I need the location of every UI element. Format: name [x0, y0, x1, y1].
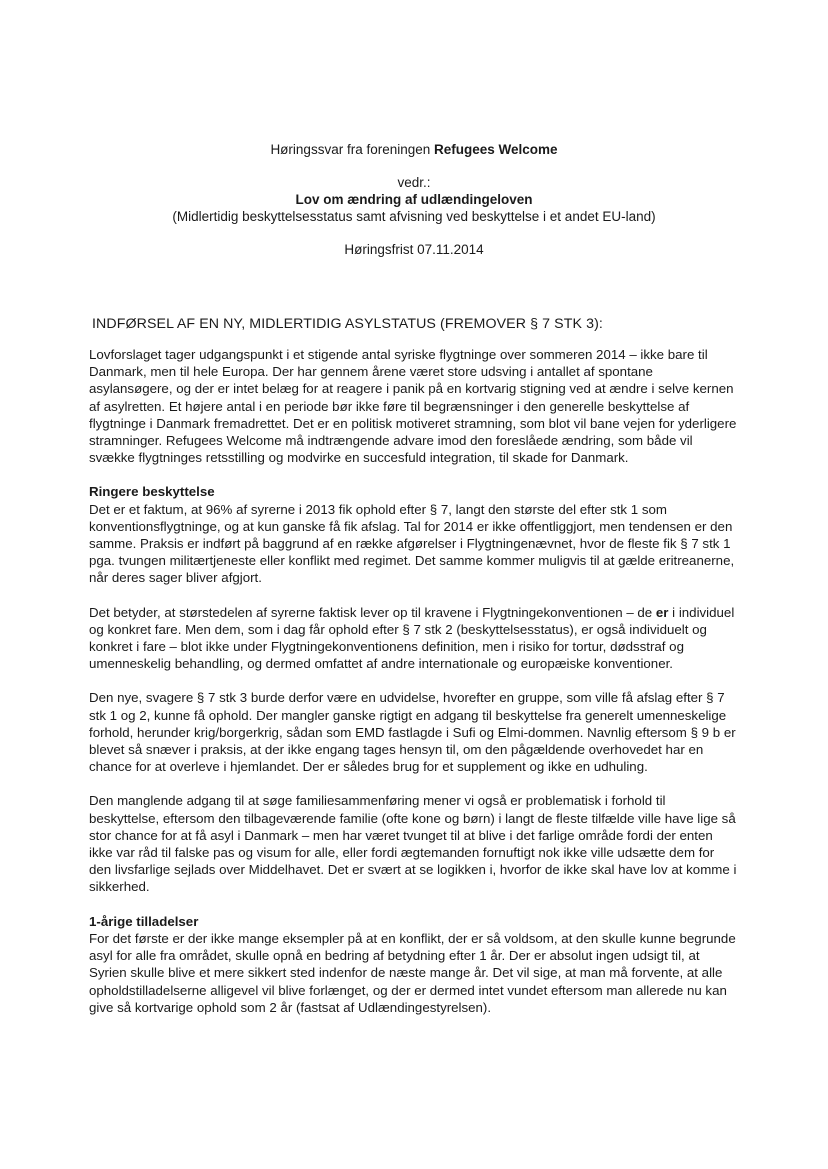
law-subtitle: (Midlertidig beskyttelsesstatus samt afvisning ved beskyttelse i et andet EU-land)	[172, 209, 656, 224]
section-heading: INDFØRSEL AF EN NY, MIDLERTIDIG ASYLSTATUS (FREMOVER § 7 STK 3):	[92, 316, 603, 332]
law-title: Lov om ændring af udlændingeloven	[295, 192, 533, 207]
hearing-deadline: Høringsfrist 07.11.2014	[344, 242, 484, 257]
organization-name: Refugees Welcome	[434, 142, 558, 157]
aarige-section	[89, 913, 739, 1016]
intro-paragraph: Lovforslaget tager udgangspunkt i et stigende antal syriske flygtninge over sommeren 2014 – ikke bare til Danmark, men til hele Europa. Der har gennem årene været store udsving i antallet af spontane asylansøgere, og der er intet belæg for at reagere i panik på en kortvarig stigning ved at ændre i selve kernen af asylretten. Et højere antal i en periode bør ikke føre til begrænsninger i den generelle beskyttelse af flygtninge i Danmark fremadrettet. Det er en politisk motiveret stramning, som blot vil bane vejen for yderligere stramninger. Refugees Welcome må indtrængende advare imod den foreslåede ændring, som både vil svække flygtninges retsstilling og modvirke en succesfuld integration, til skade for Danmark.	[89, 347, 737, 466]
ringere-section	[89, 483, 739, 586]
aarige-heading: 1-årige tilladelser	[89, 913, 199, 929]
document-header	[0, 141, 828, 258]
document-body	[89, 346, 739, 1033]
header-prefix: Høringssvar fra foreningen	[270, 142, 435, 157]
ringere-paragraph: Det er et faktum, at 96% af syrerne i 2013 fik ophold efter § 7, langt den største del efter stk 1 som konventionsflygtninge, og at kun ganske få fik afslag. Tal for 2014 er ikke offentliggjort, men tendensen er den samme. Praksis er indført på baggrund af en række afgørelser i Flygtningenævnet, hvor de fleste fik § 7 stk 1 pga. tvungen militærtjeneste eller konflikt med regimet. Det samme kommer muligvis til at gælde eritreanerne, når deres sager bliver afgjort.	[89, 501, 735, 586]
vedr-label: vedr.:	[397, 175, 431, 190]
paragraph-3: Det betyder, at størstedelen af syrerne faktisk lever op til kravene i Flygtningekonventionen – de er i individuel og konkret fare. Men dem, som i dag får ophold efter § 7 stk 2 (beskyttelsesstatus), er også individuelt og konkret i fare – blot ikke under Flygtningekonventionens definition, men i risiko for tortur, dødsstraf og umenneskelig behandling, og dermed omfattet af andre internationale og europæiske konventioner.	[89, 604, 735, 672]
header-line	[0, 141, 828, 158]
paragraph-5: Den manglende adgang til at søge familiesammenføring mener vi også er problematisk i forhold til beskyttelse, eftersom den tilbageværende familie (ofte kone og børn) i langt de fleste tilfælde ville have lige så stor chance for at få asyl i Danmark – men har været tvunget til at blive i det farlige område fordi der enten ikke var råd til falske pas og visum for alle, eller fordi ægtemanden fornuftigt nok ikke ville udsætte dem for den livsfarlige sejlads over Middelhavet. Det er svært at se logikken i, hvorfor de ikke skal have lov at komme i sikkerhed.	[89, 793, 737, 895]
aarige-paragraph: For det første er der ikke mange eksempler på at en konflikt, der er så voldsom, at den skulle kunne begrunde asyl for alle fra området, skulle opnå en bedring af betydning efter 1 år. Der er absolut ingen udsigt til, at Syrien skulle blive et mere sikkert sted indenfor de næste mange år. Det vil sige, at man må forvente, at alle opholdstilladelserne alligevel vil blive forlænget, og der er dermed intet vundet eftersom man allerede nu kan give så kortvarige ophold som 2 år (fastsat af Udlændingestyrelsen).	[89, 930, 736, 1015]
ringere-heading: Ringere beskyttelse	[89, 484, 215, 500]
paragraph-4: Den nye, svagere § 7 stk 3 burde derfor være en udvidelse, hvorefter en gruppe, som ville få afslag efter § 7 stk 1 og 2, kunne få ophold. Der mangler ganske rigtigt en adgang til beskyttelse fra generelt umenneskelige forhold, herunder krig/borgerkrig, sådan som EMD fastlagde i Sufi og Elmi-dommen. Navnlig eftersom § 9 b er blevet så snæver i praksis, at der ikke engang tages hensyn til, om den pågældende overhovedet har en chance for at overleve i hjemlandet. Der er således brug for et supplement og ikke en udhuling.	[89, 690, 736, 775]
emphasis-er: er	[655, 604, 669, 620]
